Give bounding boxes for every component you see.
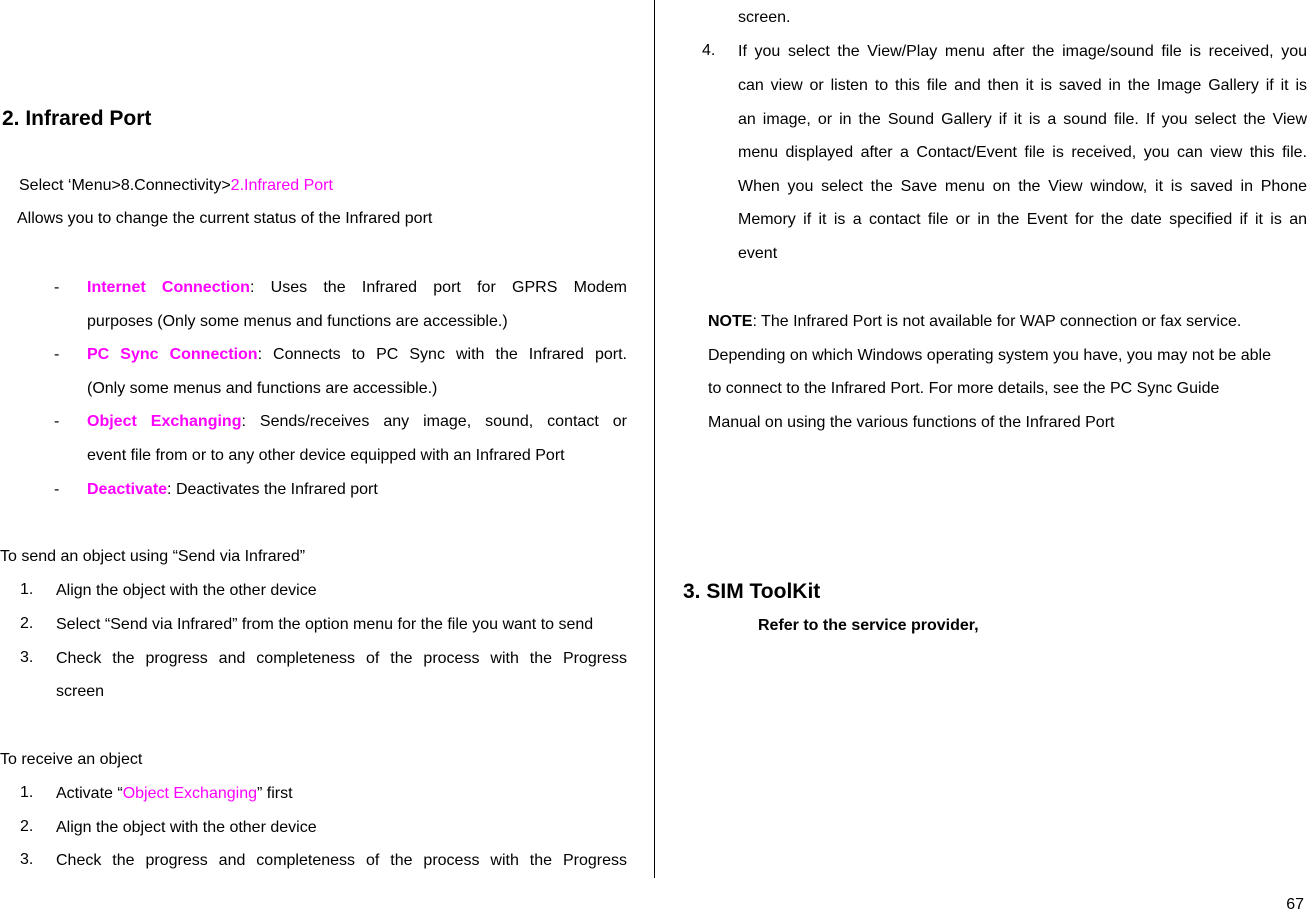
menu-path bbox=[19, 176, 333, 196]
step-text bbox=[56, 784, 293, 804]
step4-line: can view or listen to this file and then it is saved in the Image Gallery if it is bbox=[738, 77, 1307, 94]
option-desc: : Deactivates the Infrared port bbox=[167, 481, 378, 498]
option-desc: : Sends/receives any image, sound, contact or bbox=[241, 413, 627, 430]
option-label: PC Sync Connection bbox=[87, 346, 258, 363]
step-text: Check the progress and completeness of the process with the Progress bbox=[56, 650, 627, 667]
option-desc-cont: event file from or to any other device equipped with an Infrared Port bbox=[87, 447, 565, 464]
step-text-post: ” first bbox=[257, 785, 293, 802]
step-number: 3. bbox=[20, 649, 34, 666]
note-label: NOTE bbox=[708, 313, 753, 330]
option-label: Object Exchanging bbox=[87, 413, 242, 430]
option-marker: - bbox=[54, 346, 60, 363]
step4-line: an image, or in the Sound Gallery if it is a sound file. If you select the View bbox=[738, 111, 1307, 128]
step-text-pre: Activate “ bbox=[56, 785, 123, 802]
step-text: Align the object with the other device bbox=[56, 819, 317, 836]
option-desc: : Uses the Infrared port for GPRS Modem bbox=[249, 279, 628, 296]
menu-path-prefix: Select ‘Menu>8.Connectivity> bbox=[19, 177, 231, 194]
note-line: Manual on using the various functions of the Infrared Port bbox=[708, 414, 1115, 431]
option-line bbox=[87, 480, 378, 500]
step-number: 3. bbox=[20, 851, 34, 868]
step-number: 1. bbox=[20, 784, 34, 801]
step-text: Select “Send via Infrared” from the option menu for the file you want to send bbox=[56, 616, 594, 633]
note-line: to connect to the Infrared Port. For more details, see the PC Sync Guide bbox=[708, 380, 1220, 397]
step-text-cont: screen bbox=[56, 683, 105, 700]
step4-line: menu displayed after a Contact/Event file is received, you can view this file. bbox=[738, 144, 1307, 161]
option-desc-cont: purposes (Only some menus and functions are accessible.) bbox=[87, 313, 508, 330]
note-text: : The Infrared Port is not available for WAP connection or fax service. bbox=[752, 313, 1242, 330]
menu-path-highlight: 2.Infrared Port bbox=[230, 177, 333, 194]
note-line bbox=[708, 312, 1241, 332]
step4-line: event bbox=[738, 245, 778, 262]
option-desc-cont: (Only some menus and functions are accessible.) bbox=[87, 380, 438, 397]
step-number: 1. bbox=[20, 581, 34, 598]
sim-text: Refer to the service provider, bbox=[758, 617, 979, 634]
step-number: 2. bbox=[20, 818, 34, 835]
step-number: 4. bbox=[702, 42, 716, 59]
step-text: Check the progress and completeness of the process with the Progress bbox=[56, 852, 627, 869]
section-heading-sim: 3. SIM ToolKit bbox=[683, 580, 821, 603]
step4-line: Memory if it is a contact file or in the Event for the date specified if it is an bbox=[738, 211, 1307, 228]
option-marker: - bbox=[54, 481, 60, 498]
step-number: 2. bbox=[20, 615, 34, 632]
option-marker: - bbox=[54, 279, 60, 296]
option-line bbox=[87, 278, 627, 298]
option-marker: - bbox=[54, 413, 60, 430]
note-line: Depending on which Windows operating system you have, you may not be able bbox=[708, 347, 1271, 364]
step4-line: If you select the View/Play menu after the image/sound file is received, you bbox=[738, 43, 1307, 60]
step-text: Align the object with the other device bbox=[56, 582, 317, 599]
send-title: To send an object using “Send via Infrared” bbox=[0, 548, 306, 565]
page-number: 67 bbox=[1286, 896, 1304, 913]
receive-title: To receive an object bbox=[0, 751, 143, 768]
option-line bbox=[87, 345, 627, 365]
column-divider bbox=[654, 0, 655, 878]
step-text-highlight: Object Exchanging bbox=[122, 785, 257, 802]
option-label: Deactivate bbox=[87, 481, 168, 498]
option-desc: : Connects to PC Sync with the Infrared port. bbox=[257, 346, 627, 363]
intro-text: Allows you to change the current status of the Infrared port bbox=[17, 210, 433, 227]
option-label: Internet Connection bbox=[87, 279, 250, 296]
continuation-text: screen. bbox=[738, 9, 791, 26]
step4-line: When you select the Save menu on the View window, it is saved in Phone bbox=[738, 178, 1307, 195]
option-line bbox=[87, 412, 627, 432]
section-heading-infrared: 2. Infrared Port bbox=[2, 107, 152, 130]
